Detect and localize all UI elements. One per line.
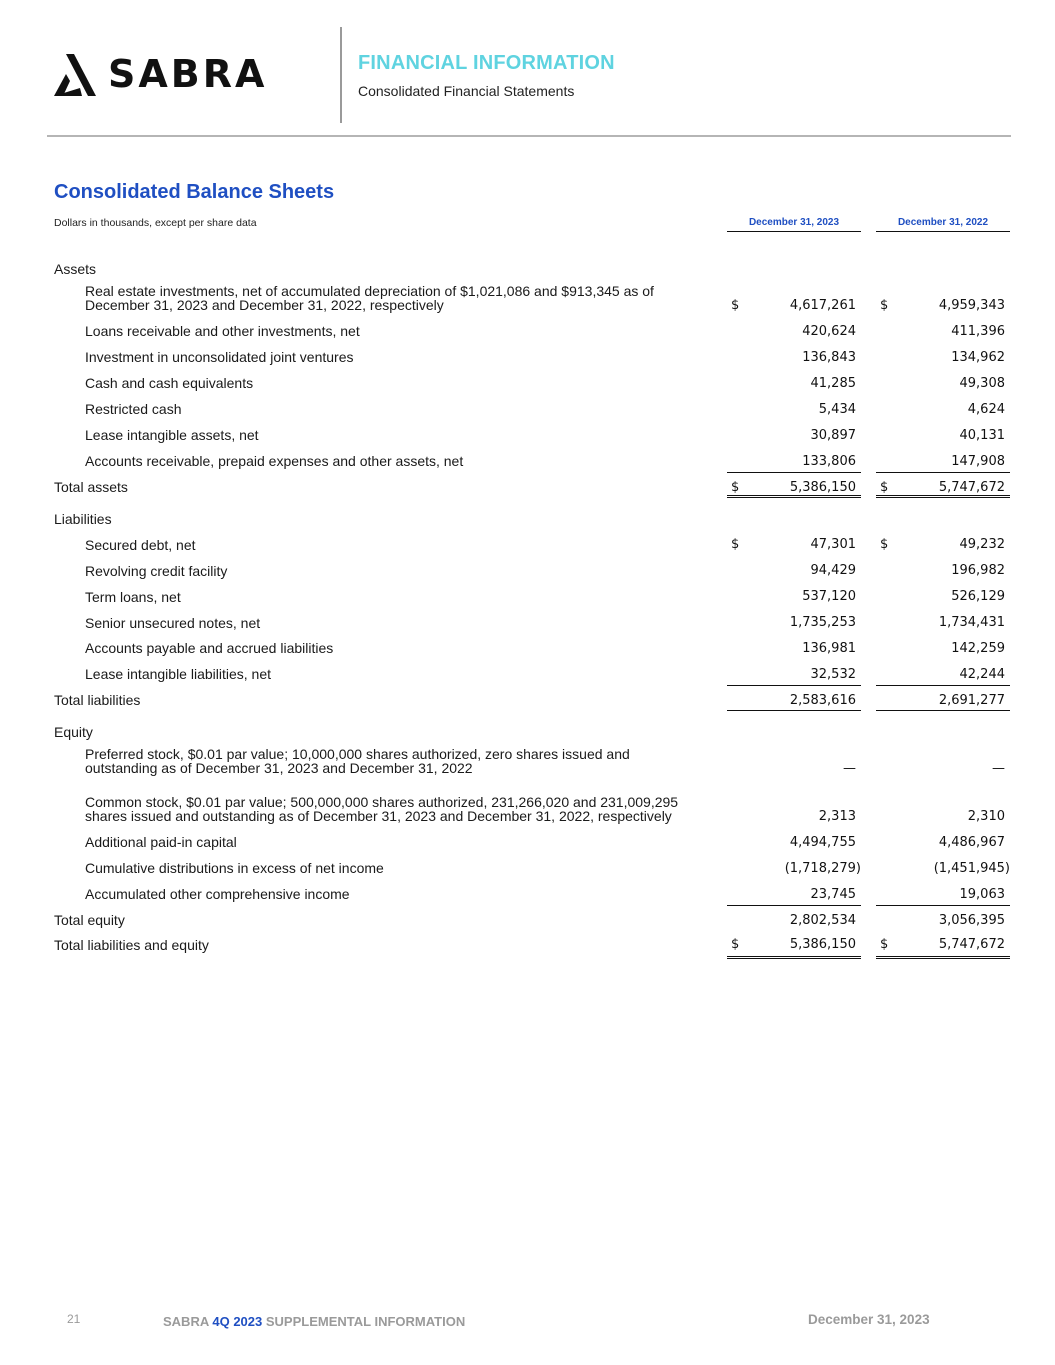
- row-label: Cumulative distributions in excess of net income: [85, 860, 384, 876]
- row-label-continued: outstanding as of December 31, 2023 and December 31, 2022: [85, 760, 473, 776]
- section-subheading: Consolidated Financial Statements: [358, 83, 575, 99]
- row-label: Accounts receivable, prepaid expenses and other assets, net: [85, 453, 464, 469]
- row-label: Cash and cash equivalents: [85, 375, 254, 391]
- value-2022: 411,396: [951, 324, 1005, 339]
- value-2022: $ 5,747,672: [876, 472, 1010, 498]
- value-2022: 196,982: [951, 563, 1005, 578]
- value-2023: 420,624: [802, 324, 856, 339]
- value-2023: 23,745: [810, 887, 856, 902]
- row-label: Investment in unconsolidated joint ventures: [85, 349, 354, 365]
- value-2023: (1,718,279): [784, 861, 861, 876]
- value-2023: $ 47,301: [731, 537, 856, 552]
- row-label: Loans receivable and other investments, net: [85, 323, 360, 339]
- page-number: 21: [67, 1312, 81, 1326]
- footer-quarter: 4Q 2023: [212, 1314, 263, 1329]
- value-2022: 147,908: [951, 454, 1005, 469]
- row-label: Liabilities: [54, 511, 112, 527]
- value-2023: 136,981: [802, 641, 856, 656]
- row-label: Total liabilities and equity: [54, 937, 209, 953]
- value-2023: 537,120: [802, 589, 856, 604]
- row-label: Total assets: [54, 479, 128, 495]
- value-2023: $ 5,386,150: [727, 936, 861, 959]
- value-2022: 142,259: [951, 641, 1005, 656]
- value-2022: 1,734,431: [938, 615, 1005, 630]
- value-2022: $ 49,232: [880, 537, 1005, 552]
- value-2022: 526,129: [951, 589, 1005, 604]
- row-label: Senior unsecured notes, net: [85, 615, 261, 631]
- value-2023: 32,532: [810, 667, 856, 682]
- value-2022: 2,310: [967, 809, 1005, 824]
- value-2023: 1,735,253: [789, 615, 856, 630]
- sabra-logo: [52, 50, 297, 100]
- statement-title: Consolidated Balance Sheets: [54, 181, 335, 203]
- row-label: Accumulated other comprehensive income: [85, 886, 350, 902]
- value-2023: 41,285: [810, 376, 856, 391]
- value-2022: $ 5,747,672: [876, 936, 1010, 959]
- sabra-mark-icon: [52, 50, 102, 100]
- value-2022: 40,131: [959, 428, 1005, 443]
- row-label: Accounts payable and accrued liabilities: [85, 640, 334, 656]
- section-heading: FINANCIAL INFORMATION: [358, 52, 615, 74]
- logo-wordmark: SABRA: [108, 52, 268, 96]
- value-2022: 4,624: [967, 402, 1005, 417]
- row-label-continued: shares issued and outstanding as of December 31, 2023 and December 31, 2022, respectively: [85, 808, 672, 824]
- currency-symbol: $: [880, 937, 889, 952]
- footer-document-label: [163, 1314, 465, 1329]
- value-2023: 30,897: [810, 428, 856, 443]
- currency-symbol: $: [731, 298, 740, 313]
- currency-symbol: $: [731, 480, 740, 495]
- row-label: Secured debt, net: [85, 537, 196, 553]
- value-2023: —: [843, 761, 856, 776]
- row-label: Total equity: [54, 912, 125, 928]
- currency-symbol: $: [880, 537, 889, 552]
- value-2022: 134,962: [951, 350, 1005, 365]
- row-label: Equity: [54, 724, 93, 740]
- value-2022: 49,308: [959, 376, 1005, 391]
- row-label-continued: December 31, 2023 and December 31, 2022, respectively: [85, 297, 444, 313]
- value-2022: 3,056,395: [876, 905, 1010, 931]
- row-label: Restricted cash: [85, 401, 182, 417]
- header-rule: [47, 135, 1011, 137]
- value-2023: 2,802,534: [727, 905, 861, 931]
- value-2022: 2,691,277: [876, 685, 1010, 711]
- row-label: Total liabilities: [54, 692, 141, 708]
- currency-symbol: $: [880, 298, 889, 313]
- value-2023: 94,429: [810, 563, 856, 578]
- column-header-2023: December 31, 2023: [727, 217, 861, 232]
- row-label: Additional paid-in capital: [85, 834, 237, 850]
- row-label: Common stock, $0.01 par value; 500,000,000 shares authorized, 231,266,020 and 231,009,295: [85, 794, 679, 810]
- row-label: Revolving credit facility: [85, 563, 228, 579]
- value-2022: 42,244: [959, 667, 1005, 682]
- currency-symbol: $: [731, 937, 740, 952]
- currency-symbol: $: [731, 537, 740, 552]
- column-header-2022: December 31, 2022: [876, 217, 1010, 232]
- footer-doc-label: SUPPLEMENTAL INFORMATION: [265, 1314, 466, 1329]
- header-divider: [340, 27, 342, 123]
- value-2022: $ 4,959,343: [880, 298, 1005, 313]
- value-2023: 2,583,616: [727, 685, 861, 711]
- row-label: Real estate investments, net of accumulated depreciation of $1,021,086 and $913,345 as of: [85, 283, 654, 299]
- footer-date: December 31, 2023: [808, 1312, 930, 1327]
- value-2022: 4,486,967: [938, 835, 1005, 850]
- value-2023: 133,806: [802, 454, 856, 469]
- value-2022: 19,063: [959, 887, 1005, 902]
- footer-brand: SABRA: [163, 1314, 209, 1329]
- value-2023: 4,494,755: [789, 835, 856, 850]
- value-2022: —: [992, 761, 1005, 776]
- row-label: Term loans, net: [85, 589, 181, 605]
- row-label: Lease intangible assets, net: [85, 427, 259, 443]
- value-2023: 136,843: [802, 350, 856, 365]
- value-2022: (1,451,945): [933, 861, 1010, 876]
- row-label: Lease intangible liabilities, net: [85, 666, 272, 682]
- units-note: Dollars in thousands, except per share data: [54, 217, 257, 229]
- value-2023: 2,313: [818, 809, 856, 824]
- value-2023: $ 5,386,150: [727, 472, 861, 498]
- row-label: Preferred stock, $0.01 par value; 10,000,000 shares authorized, zero shares issued and: [85, 746, 630, 762]
- page-header: [0, 0, 1055, 138]
- value-2023: 5,434: [818, 402, 856, 417]
- row-label: Assets: [54, 261, 97, 277]
- value-2023: $ 4,617,261: [731, 298, 856, 313]
- currency-symbol: $: [880, 480, 889, 495]
